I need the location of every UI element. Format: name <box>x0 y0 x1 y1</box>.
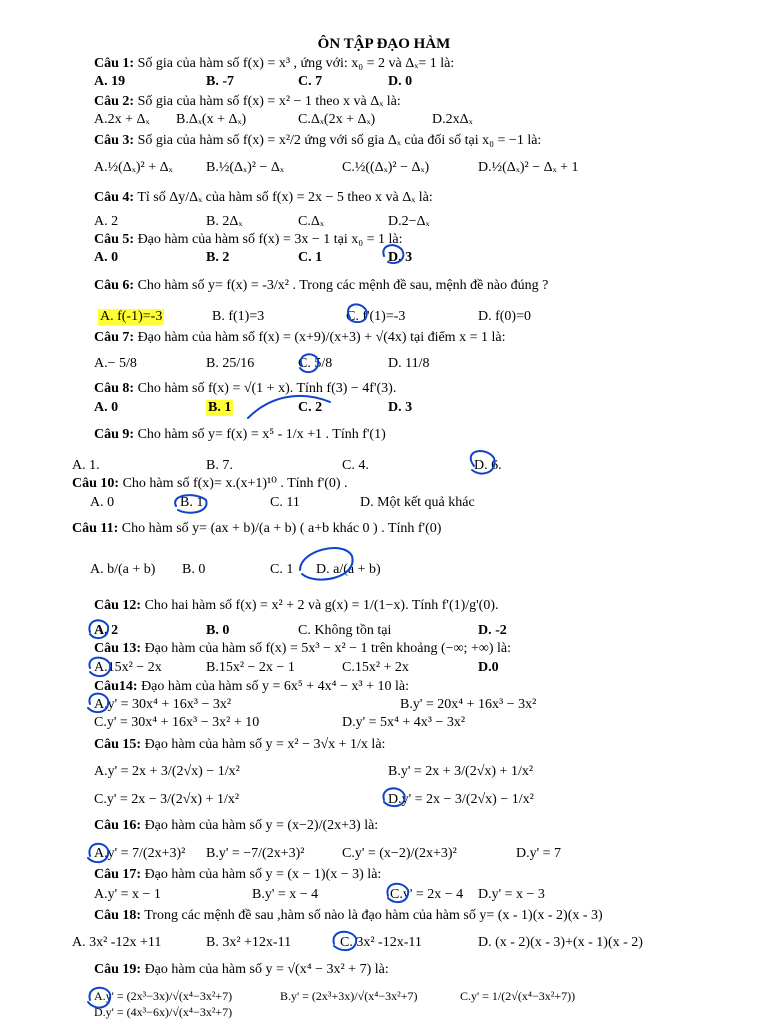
question-text: Số gia của hàm số f(x) = x²/2 ứng với số gia Δₓ của đối số tại x₀ = −1 là: <box>137 133 542 148</box>
option-b[interactable]: B. 3x² +12x-11 <box>206 935 292 950</box>
question-text: Đạo hàm của hàm số y = 6x⁵ + 4x⁴ − x³ + 10 là: <box>141 679 410 694</box>
question-number: Câu 7: <box>94 330 135 345</box>
question-number: Câu 12: <box>94 598 142 613</box>
question-number: Câu 4: <box>94 190 135 205</box>
page-title: ÔN TẬP ĐẠO HÀM <box>317 36 451 52</box>
question-number: Câu14: <box>94 679 138 694</box>
option-a[interactable]: A.y' = 30x⁴ + 16x³ − 3x² <box>94 697 232 712</box>
question-1 <box>94 56 454 72</box>
question-number: Câu 19: <box>94 962 142 977</box>
option-c[interactable]: C. 5/8 <box>298 356 333 371</box>
question-text: Đạo hàm của hàm số y = (x−2)/(2x+3) là: <box>144 818 379 833</box>
question-text: Cho hai hàm số f(x) = x² + 2 và g(x) = 1/(1−x). Tính f'(1)/g'(0). <box>144 598 499 613</box>
question-text: Đạo hàm của hàm số f(x) = (x+9)/(x+3) + √(4x) tại điểm x = 1 là: <box>137 330 506 345</box>
question-12 <box>94 598 499 614</box>
option-c[interactable]: C. 4. <box>342 458 369 473</box>
option-d[interactable]: D.½(Δₓ)² − Δₓ + 1 <box>478 160 579 175</box>
question-number: Câu 10: <box>72 476 120 491</box>
question-13 <box>94 641 511 657</box>
option-b[interactable]: B.½(Δₓ)² − Δₓ <box>206 160 284 175</box>
option-d[interactable]: D. Một kết quả khác <box>360 495 475 510</box>
option-c[interactable]: C.y' = (x−2)/(2x+3)² <box>342 846 457 861</box>
question-text: Đạo hàm của hàm số f(x) = 3x − 1 tại x₀ = 1 là: <box>137 232 403 247</box>
question-number: Câu 17: <box>94 867 142 882</box>
question-text: Tỉ số Δy/Δₓ của hàm số f(x) = 2x − 5 theo x và Δₓ là: <box>137 190 433 205</box>
question-text: Đạo hàm của hàm số f(x) = 5x³ − x² − 1 trên khoảng (−∞; +∞) là: <box>144 641 511 656</box>
option-b[interactable]: B. 1 <box>208 400 232 415</box>
question-number: Câu 6: <box>94 278 135 293</box>
option-c[interactable]: C.15x² + 2x <box>342 660 409 675</box>
option-c[interactable]: C.½((Δₓ)² − Δₓ) <box>342 160 430 175</box>
option-b[interactable]: B.y' = 20x⁴ + 16x³ − 3x² <box>400 697 537 712</box>
option-a[interactable]: A. b/(a + b) <box>90 562 156 577</box>
question-text: Cho hàm số f(x)= x.(x+1)¹⁰ . Tính f'(0) . <box>122 476 348 491</box>
option-d[interactable]: D. -2 <box>478 623 507 638</box>
option-d[interactable]: D. (x - 2)(x - 3)+(x - 1)(x - 2) <box>478 935 643 950</box>
option-b[interactable]: B.y' = x − 4 <box>252 887 319 902</box>
question-19 <box>94 962 389 978</box>
question-number: Câu 16: <box>94 818 142 833</box>
option-c[interactable]: C. 11 <box>270 495 300 510</box>
option-c[interactable]: C. 2 <box>298 400 323 415</box>
option-b[interactable]: B. 2Δₓ <box>206 214 243 229</box>
option-a[interactable]: A.½(Δₓ)² + Δₓ <box>94 160 173 175</box>
option-d[interactable]: D.2xΔₓ <box>432 112 473 127</box>
option-a[interactable]: A. 0 <box>90 495 115 510</box>
option-c[interactable]: C.Δₓ <box>298 214 324 229</box>
question-number: Câu 3: <box>94 133 135 148</box>
option-a[interactable]: A. 19 <box>94 74 126 89</box>
question-14 <box>94 679 409 695</box>
question-number: Câu 5: <box>94 232 135 247</box>
option-c[interactable]: C. 3x² -12x-11 <box>340 935 422 950</box>
option-a[interactable]: A.y' = 7/(2x+3)² <box>94 846 186 861</box>
question-text: Số gia của hàm số f(x) = x³ , ứng với: x₀ = 2 và Δₓ= 1 là: <box>137 56 455 71</box>
option-a[interactable]: A.− 5/8 <box>94 356 137 371</box>
question-18 <box>94 908 603 924</box>
option-b[interactable]: B. 7. <box>206 458 233 473</box>
option-b[interactable]: B. f(1)=3 <box>212 309 265 324</box>
option-b[interactable]: B.Δₓ(x + Δₓ) <box>176 112 247 127</box>
option-c[interactable]: C. 1 <box>298 250 323 265</box>
option-d[interactable]: D. 3 <box>388 250 413 265</box>
question-number: Câu 11: <box>72 521 119 536</box>
option-b[interactable]: B. -7 <box>206 74 234 89</box>
question-2 <box>94 94 401 110</box>
option-b[interactable]: B. 0 <box>182 562 206 577</box>
option-d[interactable]: D. 3 <box>388 400 413 415</box>
option-a[interactable]: A.15x² − 2x <box>94 660 162 675</box>
question-number: Câu 13: <box>94 641 142 656</box>
option-a[interactable]: A. 2 <box>94 214 119 229</box>
question-text: Trong các mệnh đề sau ,hàm số nào là đạo hàm của hàm số y= (x - 1)(x - 2)(x - 3) <box>144 908 603 923</box>
option-a[interactable]: A. 3x² -12x +11 <box>72 935 162 950</box>
question-text: Cho hàm số f(x) = √(1 + x). Tính f(3) − 4f'(3). <box>137 381 397 396</box>
option-b[interactable]: B.y' = 2x + 3/(2√x) + 1/x² <box>388 764 534 779</box>
question-15 <box>94 737 385 753</box>
question-text: Đạo hàm của hàm số y = √(x⁴ − 3x² + 7) là: <box>144 962 389 977</box>
question-17 <box>94 867 381 883</box>
option-c[interactable]: C.y' = 30x⁴ + 16x³ − 3x² + 10 <box>94 715 260 730</box>
option-b[interactable]: B.15x² − 2x − 1 <box>206 660 295 675</box>
question-number: Câu 8: <box>94 381 135 396</box>
option-b[interactable]: B.y' = (2x³+3x)/√(x⁴−3x²+7) <box>280 989 418 1003</box>
option-c[interactable]: C. 7 <box>298 74 323 89</box>
question-number: Câu 9: <box>94 427 135 442</box>
option-c[interactable]: C. Không tồn tại <box>298 623 392 638</box>
option-a[interactable]: A. 0 <box>94 400 119 415</box>
option-d[interactable]: D. 6. <box>474 458 502 473</box>
option-d[interactable]: D. 0 <box>388 74 413 89</box>
question-number: Câu 2: <box>94 94 135 109</box>
option-a[interactable]: A. f(-1)=-3 <box>100 309 163 324</box>
question-text: Cho hàm số y= f(x) = -3/x² . Trong các mệnh đề sau, mệnh đề nào đúng ? <box>137 278 549 293</box>
question-number: Câu 1: <box>94 56 135 71</box>
option-a[interactable]: A. 2 <box>94 623 119 638</box>
option-b[interactable]: B. 1 <box>180 495 204 510</box>
option-c[interactable]: C.y' = 1/(2√(x⁴−3x²+7)) <box>460 989 576 1003</box>
question-3 <box>94 133 541 149</box>
option-d[interactable]: D.y' = 5x⁴ + 4x³ − 3x² <box>342 715 466 730</box>
option-a[interactable]: A.y' = 2x + 3/(2√x) − 1/x² <box>94 764 240 779</box>
question-11 <box>72 521 441 537</box>
question-7 <box>94 330 505 346</box>
question-9 <box>94 427 386 443</box>
question-text: Số gia của hàm số f(x) = x² − 1 theo x và Δₓ là: <box>137 94 401 109</box>
option-b[interactable]: B. 2 <box>206 250 230 265</box>
option-c[interactable]: C. 1 <box>270 562 294 577</box>
option-d[interactable]: D.y' = (4x³−6x)/√(x⁴−3x²+7) <box>94 1005 233 1019</box>
option-d[interactable]: D. f(0)=0 <box>478 309 531 324</box>
option-c[interactable]: C. f'(1)=-3 <box>346 309 406 324</box>
option-c[interactable]: C.y' = 2x − 3/(2√x) + 1/x² <box>94 792 240 807</box>
option-d[interactable]: D.0 <box>478 660 499 675</box>
question-number: Câu 15: <box>94 737 142 752</box>
option-b[interactable]: B.y' = −7/(2x+3)² <box>206 846 305 861</box>
option-a[interactable]: A. 0 <box>94 250 119 265</box>
option-b[interactable]: B. 25/16 <box>206 356 255 371</box>
question-text: Đạo hàm của hàm số y = x² − 3√x + 1/x là: <box>144 737 386 752</box>
option-b[interactable]: B. 0 <box>206 623 230 638</box>
option-d[interactable]: D.2−Δₓ <box>388 214 430 229</box>
option-d[interactable]: D. a/(a + b) <box>316 562 381 577</box>
question-6 <box>94 278 548 294</box>
option-c[interactable]: C.y' = 2x − 4 <box>390 887 464 902</box>
question-text: Cho hàm số y= f(x) = x⁵ - 1/x +1 . Tính f'(1) <box>137 427 386 442</box>
question-number: Câu 18: <box>94 908 142 923</box>
question-16 <box>94 818 378 834</box>
question-4 <box>94 190 433 206</box>
option-d[interactable]: D.y' = 7 <box>516 846 562 861</box>
option-d[interactable]: D. 11/8 <box>388 356 430 371</box>
option-a[interactable]: A.y' = (2x³−3x)/√(x⁴−3x²+7) <box>94 989 233 1003</box>
question-10 <box>72 475 348 492</box>
option-a[interactable]: A. 1. <box>72 458 100 473</box>
option-a[interactable]: A.y' = x − 1 <box>94 887 161 902</box>
option-a[interactable]: A.2x + Δₓ <box>94 112 150 127</box>
question-5 <box>94 232 403 248</box>
question-8 <box>94 381 396 397</box>
question-text: Cho hàm số y= (ax + b)/(a + b) ( a+b khác 0 ) . Tính f'(0) <box>121 521 442 536</box>
question-text: Đạo hàm của hàm số y = (x − 1)(x − 3) là: <box>144 867 382 882</box>
option-d[interactable]: D.y' = x − 3 <box>478 887 545 902</box>
option-c[interactable]: C.Δₓ(2x + Δₓ) <box>298 112 376 127</box>
option-d[interactable]: D.y' = 2x − 3/(2√x) − 1/x² <box>388 792 534 807</box>
